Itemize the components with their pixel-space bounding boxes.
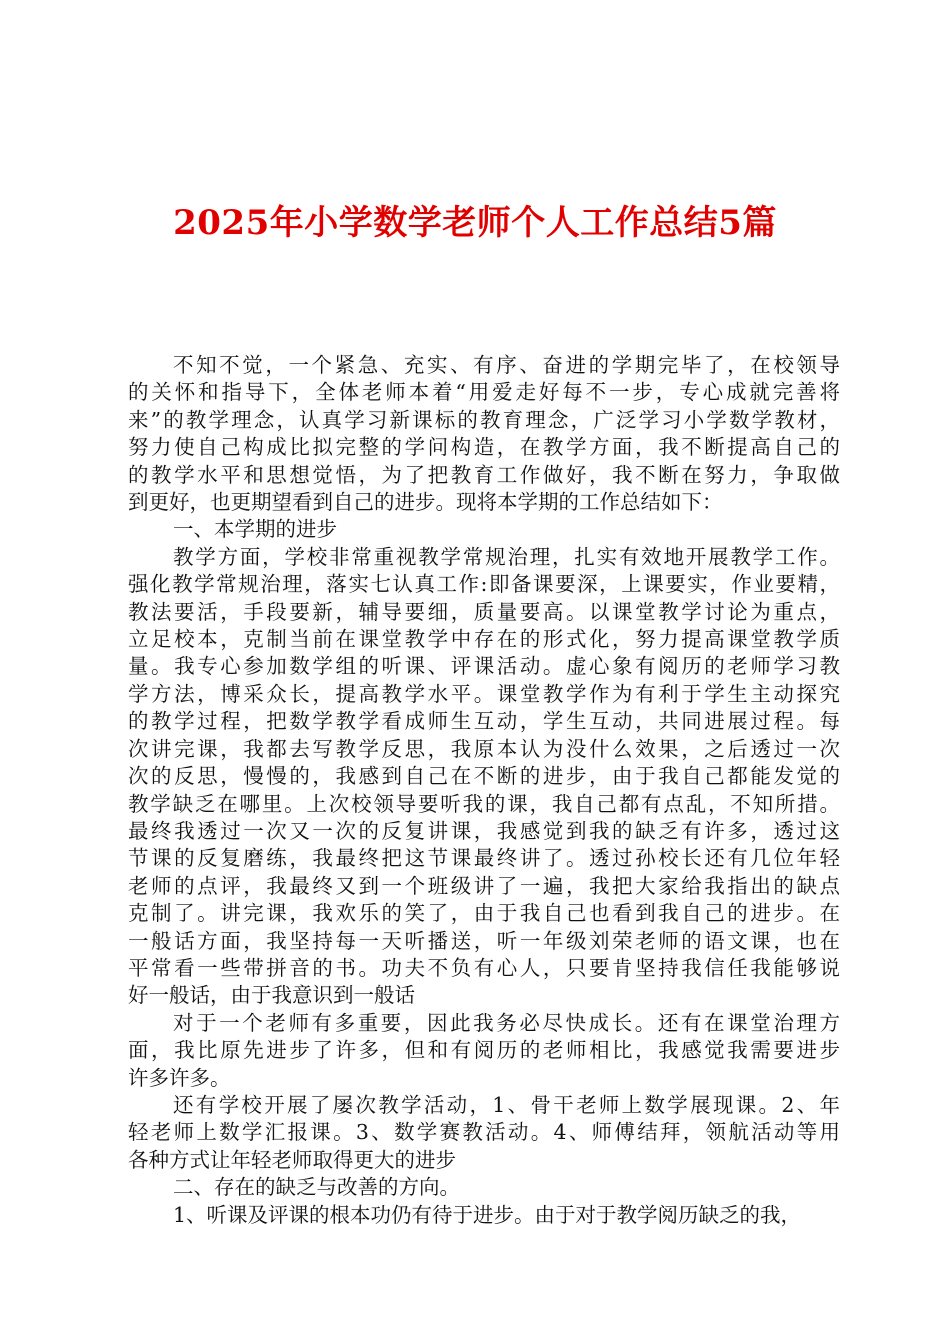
text-line: 的教学水平和思想觉悟，为了把教育工作做好，我不断在努力，争取做 — [128, 462, 840, 487]
text-line: 强化教学常规治理，落实七认真工作:即备课要深，上课要实，作业要精， — [128, 572, 840, 597]
text-line: 次讲完课，我都去写教学反思，我原本认为没什么效果，之后透过一次 — [128, 736, 840, 761]
text-line: 轻老师上数学汇报课。3、数学赛教活动。4、师傅结拜，领航活动等用 — [128, 1120, 840, 1145]
text-line: 各种方式让年轻老师取得更大的进步 — [128, 1147, 456, 1172]
paragraph — [128, 1092, 840, 1174]
text-line: 的教学过程，把数学教学看成师生互动，学生互动，共同进展过程。每 — [128, 709, 840, 734]
text-line: 努力使自己构成比拟完整的学问构造，在教学方面，我不断提高自己的 — [128, 435, 840, 460]
paragraph — [128, 1174, 840, 1201]
text-line: 量。我专心参加数学组的听课、评课活动。虚心象有阅历的老师学习教 — [128, 654, 840, 679]
paragraph — [128, 352, 840, 516]
text-line: 教学方面，学校非常重视教学常规治理，扎实有效地开展教学工作。 — [173, 544, 840, 569]
text-line: 1、听课及评课的根本功仍有待于进步。由于对于教学阅历缺乏的我， — [173, 1202, 802, 1227]
paragraph — [128, 1010, 840, 1092]
paragraph — [128, 516, 840, 543]
text-line: 立足校本，克制当前在课堂教学中存在的形式化，努力提高课堂教学质 — [128, 627, 840, 652]
text-line: 平常看一些带拼音的书。功夫不负有心人，只要肯坚持我信任我能够说 — [128, 955, 840, 980]
text-line: 面，我比原先进步了许多，但和有阅历的老师相比，我感觉我需要进步 — [128, 1038, 840, 1063]
text-line: 老师的点评，我最终又到一个班级讲了一遍，我把大家给我指出的缺点 — [128, 873, 840, 898]
document-body — [128, 352, 840, 1229]
paragraph — [128, 1202, 840, 1229]
document-title: 2025年小学数学老师个人工作总结5篇 — [173, 203, 777, 243]
text-line: 不知不觉，一个紧急、充实、有序、奋进的学期完毕了，在校领导 — [173, 353, 840, 377]
text-line: 还有学校开展了屡次教学活动，1、骨干老师上数学展现课。2、年 — [173, 1092, 840, 1117]
text-line: 对于一个老师有多重要，因此我务必尽快成长。还有在课堂治理方 — [173, 1010, 840, 1035]
text-line: 节课的反复磨练，我最终把这节课最终讲了。透过孙校长还有几位年轻 — [128, 846, 840, 871]
text-line: 次的反思，慢慢的，我感到自己在不断的进步，由于我自己都能发觉的 — [128, 764, 840, 789]
text-line: 来”的教学理念，认真学习新课标的教育理念，广泛学习小学数学教材， — [128, 407, 840, 432]
text-line: 一般话方面，我坚持每一天听播送，听一年级刘荣老师的语文课，也在 — [128, 928, 840, 953]
text-line: 一、本学期的进步 — [173, 517, 337, 542]
text-line: 的关怀和指导下，全体老师本着“用爱走好每不一步，专心成就完善将 — [128, 380, 840, 405]
text-line: 到更好，也更期望看到自己的进步。现将本学期的工作总结如下： — [128, 490, 723, 515]
text-line: 最终我透过一次又一次的反复讲课，我感觉到我的缺乏有许多，透过这 — [128, 818, 840, 843]
text-line: 许多许多。 — [128, 1065, 231, 1090]
text-line: 好一般话，由于我意识到一般话 — [128, 983, 415, 1008]
text-line: 二、存在的缺乏与改善的方向。 — [173, 1175, 460, 1200]
text-line: 教学缺乏在哪里。上次校领导要听我的课，我自己都有点乱，不知所措。 — [128, 791, 840, 816]
text-line: 学方法，博采众长，提高教学水平。课堂教学作为有利于学生主动探究 — [128, 681, 840, 706]
text-line: 教法要活，手段要新，辅导要细，质量要高。以课堂教学讨论为重点， — [128, 599, 840, 624]
text-line: 克制了。讲完课，我欢乐的笑了，由于我自己也看到我自己的进步。在 — [128, 901, 840, 926]
paragraph — [128, 544, 840, 1010]
